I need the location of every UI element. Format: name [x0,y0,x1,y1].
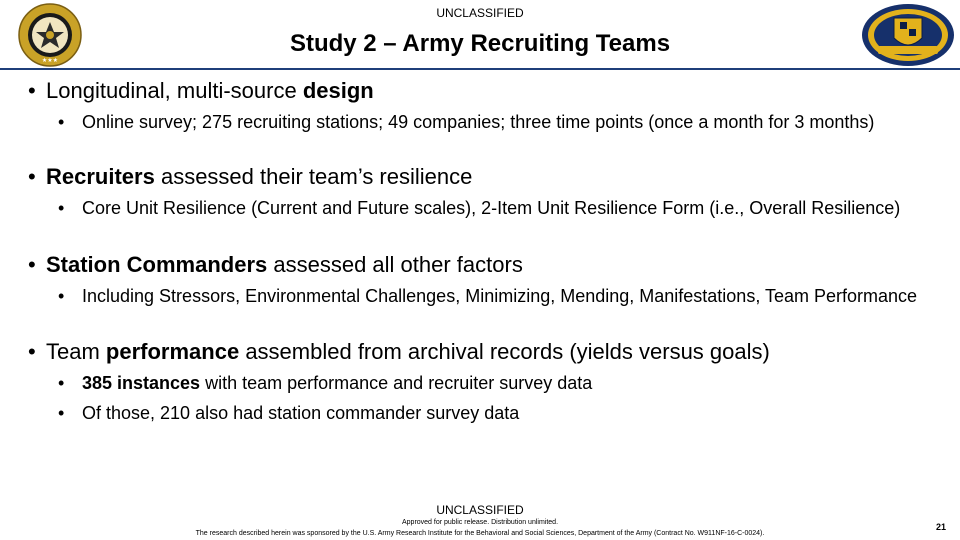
classification-banner-bottom: UNCLASSIFIED [436,503,524,517]
bullet-recruiters: • Recruiters assessed their team’s resilience [28,164,473,189]
bullet-dot: • [28,78,36,103]
classification-banner-top: UNCLASSIFIED [436,6,524,20]
bullet-station-commanders: • Station Commanders assessed all other factors [28,252,523,277]
sub-bullet-resilience-scales: • Core Unit Resilience (Current and Future scales), 2-Item Unit Resilience Form (i.e., Overall Resilience) [58,198,901,218]
sponsor-statement: The research described herein was sponsored by the U.S. Army Research Institute for the Behavioral and Social Sciences, Department of the Army (Contract No. W911NF-16-C-0024). [195,530,765,537]
bullet-team-performance: • Team performance assembled from archival records (yields versus goals) [28,339,770,364]
bullet-design: • Longitudinal, multi-source design [28,78,374,103]
page-number: 21 [935,522,946,532]
sub-bullet-survey: • Online survey; 275 recruiting stations; 49 companies; three time points (once a month for 3 months) [58,112,875,132]
sub-bullet-factors: • Including Stressors, Environmental Challenges, Minimizing, Mending, Manifestations, Team Performance [58,286,918,306]
release-statement: Approved for public release. Distribution unlimited. [401,519,559,526]
sub-bullet-station-commander-data: • Of those, 210 also had station commander survey data [58,403,520,423]
bullet-dot: • [28,339,36,364]
slide-title: Study 2 – Army Recruiting Teams [289,30,671,57]
bullet-dot: • [28,164,36,189]
bullet-dot: • [28,252,36,277]
sub-bullet-instances: • 385 instances with team performance and recruiter survey data [58,373,593,393]
svg-text:★★★: ★★★ [41,57,59,64]
title-divider [0,68,960,70]
